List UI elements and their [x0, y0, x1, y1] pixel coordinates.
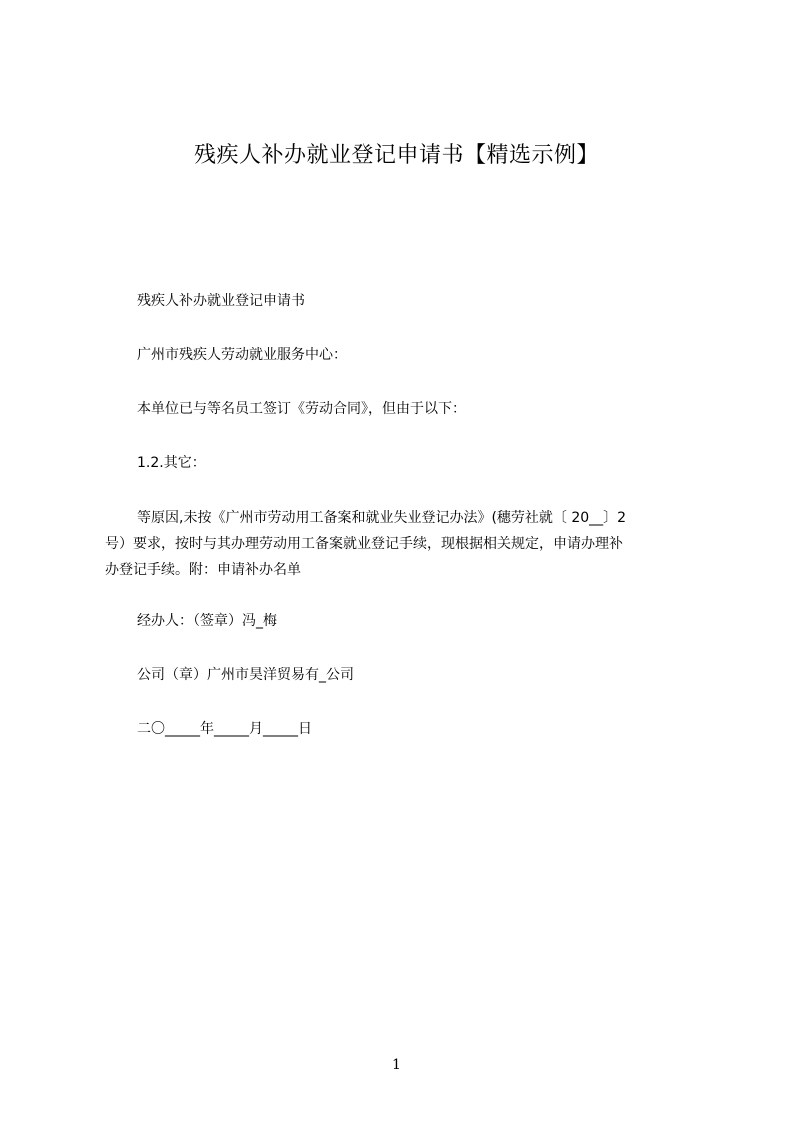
document-title: 残疾人补办就业登记申请书【精选示例】 — [193, 143, 599, 168]
reasons-line: 1.2.其它： — [137, 455, 206, 471]
addressee-line: 广州市残疾人劳动就业服务中心： — [137, 347, 347, 363]
company-seal-line: 公司（章）广州市昊洋贸易有_公司 — [137, 667, 354, 683]
body-line-2: 号）要求，按时与其办理劳动用工备案就业登记手续，现根据相关规定，申请办理补 — [105, 536, 623, 552]
letter-heading: 残疾人补办就业登记申请书 — [137, 293, 305, 309]
handler-signature-line: 经办人：（签章）冯_梅 — [137, 613, 277, 629]
page-number: 1 — [392, 1057, 401, 1073]
intro-line: 本单位已与等名员工签订《劳动合同》，但由于以下： — [137, 401, 466, 417]
body-line-3: 办登记手续。附：申请补办名单 — [105, 562, 301, 578]
body-paragraph — [105, 505, 705, 583]
body-line-1: 等原因,未按《广州市劳动用工备案和就业失业登记办法》(穗劳社就〔 20__〕2 — [137, 510, 627, 526]
date-line: 二〇_____年_____月_____日 — [137, 721, 312, 737]
